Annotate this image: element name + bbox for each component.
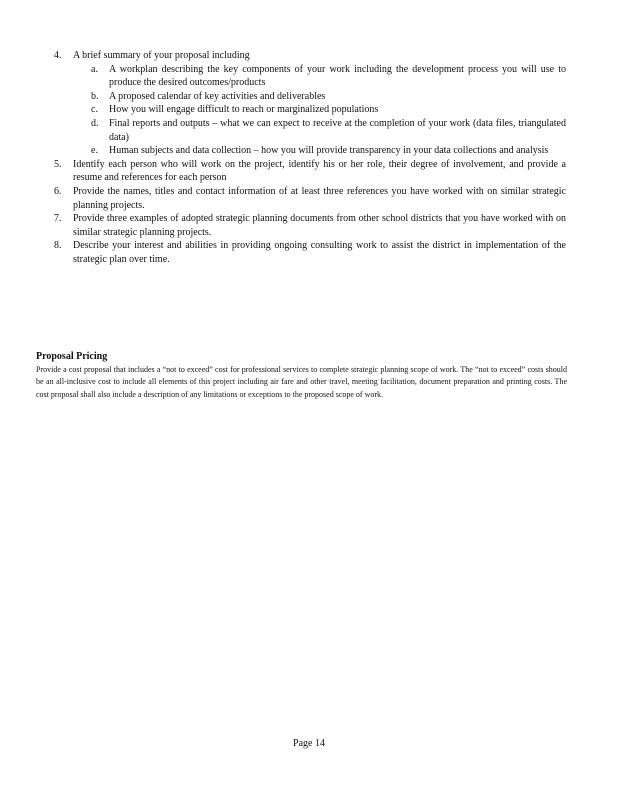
sub-list-item <box>73 117 566 144</box>
sub-item-text: A proposed calendar of key activities and deliverables <box>109 90 326 102</box>
page-number: Page 14 <box>293 738 325 749</box>
item-number: 8. <box>54 240 62 252</box>
list-item <box>54 185 566 212</box>
item-text: Describe your interest and abilities in providing ongoing consulting work to assist the district in implementation of the strategic plan over time. <box>73 240 566 265</box>
sub-item-label: b. <box>91 90 99 102</box>
item-text: A brief summary of your proposal including <box>73 50 250 61</box>
sub-item-label: a. <box>91 63 98 75</box>
item-number: 5. <box>54 158 62 170</box>
item-number: 6. <box>54 185 62 197</box>
section-heading: Proposal Pricing <box>36 351 108 362</box>
list-item <box>54 49 566 158</box>
pricing-section <box>36 350 567 401</box>
item-text: Provide the names, titles and contact information of at least three references you have worked with on similar strategic planning projects. <box>73 185 566 211</box>
requirements-list <box>54 49 566 267</box>
sub-list-item <box>73 144 566 158</box>
item-number: 7. <box>54 213 62 225</box>
pricing-paragraph: Provide a cost proposal that includes a “not to exceed” cost for professional services to complete strategic planning scope of work. The “not to exceed” costs should be an all-inclusive cost to include all elements of this project including air fare and other travel, meeting facilitation, document preparation and printing costs. The cost proposal shall also include a description of any limitations or exceptions to the proposed scope of work. <box>36 365 567 399</box>
sub-list-item <box>73 63 566 90</box>
sub-list-item <box>73 103 566 117</box>
sub-item-text: Final reports and outputs – what we can expect to receive at the completion of your work (data files, triangulated data) <box>109 117 566 143</box>
item-number: 4. <box>54 50 62 61</box>
sub-list <box>73 63 566 158</box>
sub-item-label: e. <box>91 145 98 157</box>
sub-item-text: How you will engage difficult to reach or marginalized populations <box>109 104 379 116</box>
sub-item-label: c. <box>91 104 98 116</box>
item-text: Provide three examples of adopted strategic planning documents from other school districts that you have worked with on similar strategic planning projects. <box>73 213 566 238</box>
sub-item-text: A workplan describing the key components of your work including the development process you will use to produce the desired outcomes/products <box>109 63 566 89</box>
list-item <box>54 212 566 239</box>
list-item <box>54 158 566 185</box>
sub-item-label: d. <box>91 117 99 129</box>
sub-item-text: Human subjects and data collection – how you will provide transparency in your data collections and analysis <box>109 145 549 157</box>
item-text: Identify each person who will work on the project, identify his or her role, their degree of involvement, and provide a resume and references for each person <box>73 158 566 184</box>
list-item <box>54 239 566 266</box>
sub-list-item <box>73 90 566 104</box>
